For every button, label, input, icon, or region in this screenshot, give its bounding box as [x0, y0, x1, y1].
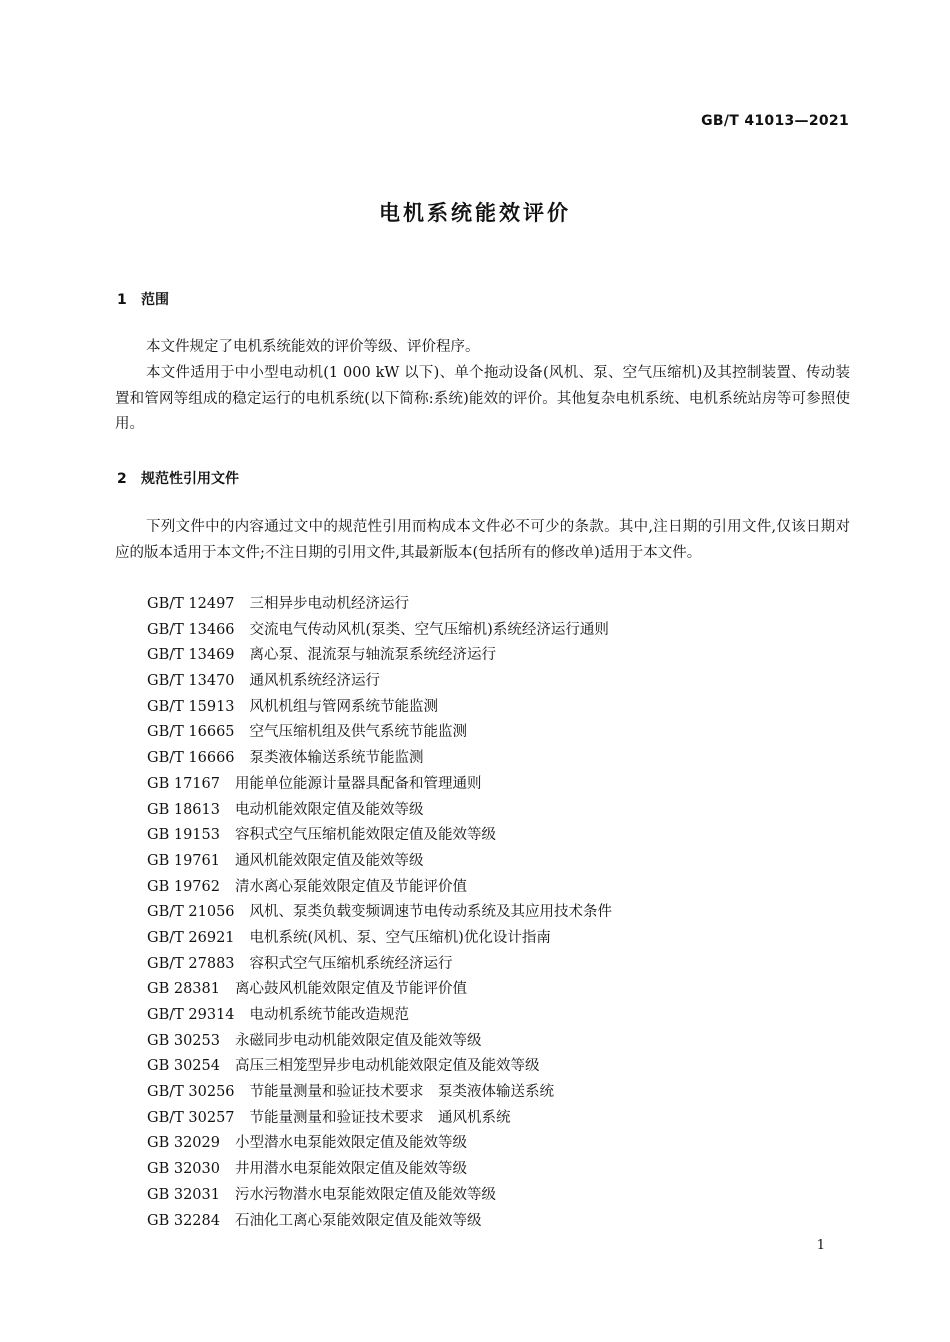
section-1-paragraph-1: 本文件规定了电机系统能效的评价等级、评价程序。 [146, 339, 480, 355]
reference-item [147, 1131, 612, 1157]
reference-title: 石油化工离心泵能效限定值及能效等级 [234, 1212, 482, 1229]
reference-code: GB/T 13469 [147, 647, 235, 664]
reference-item [147, 1029, 612, 1055]
reference-title: 节能量测量和验证技术要求 通风机系统 [249, 1109, 511, 1126]
reference-code: GB 18613 [147, 801, 220, 818]
reference-code: GB 30254 [147, 1058, 220, 1075]
reference-title: 用能单位能源计量器具配备和管理通则 [234, 775, 482, 792]
section-2-heading [117, 468, 239, 488]
reference-title: 通风机能效限定值及能效等级 [234, 852, 424, 869]
standard-code: GB/T 41013—2021 [701, 113, 849, 129]
reference-code: GB/T 30257 [147, 1109, 235, 1126]
reference-title: 空气压缩机组及供气系统节能监测 [249, 724, 468, 741]
reference-item [147, 669, 612, 695]
reference-title: 泵类液体输送系统节能监测 [249, 750, 424, 767]
reference-title: 永磁同步电动机能效限定值及能效等级 [234, 1032, 482, 1049]
reference-code: GB 32029 [147, 1135, 220, 1152]
reference-title: 三相异步电动机经济运行 [249, 596, 410, 612]
reference-code: GB/T 27883 [147, 955, 235, 972]
reference-item [147, 1054, 612, 1080]
reference-code: GB 32031 [147, 1186, 220, 1203]
reference-item [147, 875, 612, 901]
reference-code: GB 32284 [147, 1212, 220, 1229]
reference-code: GB/T 16665 [147, 724, 235, 741]
reference-code: GB/T 26921 [147, 929, 235, 946]
reference-item [147, 823, 612, 849]
reference-item [147, 952, 612, 978]
reference-title: 容积式空气压缩机能效限定值及能效等级 [234, 827, 496, 844]
reference-title: 风机、泵类负载变频调速节电传动系统及其应用技术条件 [249, 904, 613, 921]
reference-title: 电动机能效限定值及能效等级 [234, 801, 424, 818]
reference-code: GB/T 21056 [147, 904, 235, 921]
reference-title: 高压三相笼型异步电动机能效限定值及能效等级 [234, 1058, 540, 1075]
reference-code: GB 19761 [147, 852, 220, 869]
reference-title: 容积式空气压缩机系统经济运行 [249, 955, 453, 972]
reference-item [147, 772, 612, 798]
reference-title: 通风机系统经济运行 [249, 673, 381, 690]
reference-item [147, 618, 612, 644]
reference-item [147, 1003, 612, 1029]
reference-item [147, 695, 612, 721]
page-number: 1 [816, 1238, 825, 1253]
reference-code: GB 19762 [147, 878, 220, 895]
reference-code: GB 19153 [147, 827, 220, 844]
section-title: 范围 [141, 292, 169, 308]
reference-item [147, 900, 612, 926]
reference-item [147, 592, 612, 618]
reference-code: GB/T 16666 [147, 750, 235, 767]
reference-code: GB/T 15913 [147, 698, 235, 715]
reference-item [147, 720, 612, 746]
reference-code: GB/T 30256 [147, 1084, 235, 1101]
reference-item [147, 1106, 612, 1132]
reference-item [147, 1157, 612, 1183]
reference-code: GB/T 29314 [147, 1007, 235, 1023]
section-number: 1 [117, 292, 127, 308]
reference-title: 清水离心泵能效限定值及节能评价值 [234, 878, 467, 895]
reference-title: 离心鼓风机能效限定值及节能评价值 [234, 981, 467, 998]
reference-title: 电机系统(风机、泵、空气压缩机)优化设计指南 [249, 929, 551, 946]
reference-item [147, 798, 612, 824]
reference-item [147, 1183, 612, 1209]
reference-item [147, 1080, 612, 1106]
section-number: 2 [117, 471, 127, 487]
reference-item [147, 926, 612, 952]
reference-code: GB 32030 [147, 1161, 220, 1178]
reference-title: 离心泵、混流泵与轴流泵系统经济运行 [249, 647, 497, 664]
reference-item [147, 1209, 612, 1235]
reference-code: GB/T 12497 [147, 596, 235, 612]
reference-item [147, 849, 612, 875]
reference-item [147, 746, 612, 772]
normative-references-list [147, 592, 612, 1234]
reference-code: GB/T 13470 [147, 673, 235, 690]
reference-code: GB 17167 [147, 775, 220, 792]
reference-item [147, 977, 612, 1003]
reference-title: 风机机组与管网系统节能监测 [249, 698, 439, 715]
section-1-paragraph-2: 本文件适用于中小型电动机(1 000 kW 以下)、单个拖动设备(风机、泵、空气压缩机)及其控制装置、传动装置和管网等组成的稳定运行的电机系统(以下简称:系统)能效的评价。其他复杂电机系统、电机系统站房等可参照使用。 [115, 365, 850, 432]
section-1-heading [117, 289, 169, 309]
reference-title: 电动机系统节能改造规范 [249, 1007, 410, 1023]
section-2-paragraph-1: 下列文件中的内容通过文中的规范性引用而构成本文件必不可少的条款。其中,注日期的引用文件,仅该日期对应的版本适用于本文件;不注日期的引用文件,其最新版本(包括所有的修改单)适用于本文件。 [115, 519, 850, 561]
reference-title: 小型潜水电泵能效限定值及能效等级 [234, 1135, 467, 1152]
reference-item [147, 643, 612, 669]
reference-title: 污水污物潜水电泵能效限定值及能效等级 [234, 1186, 496, 1203]
reference-title: 井用潜水电泵能效限定值及能效等级 [234, 1161, 467, 1178]
reference-title: 交流电气传动风机(泵类、空气压缩机)系统经济运行通则 [249, 621, 609, 638]
reference-title: 节能量测量和验证技术要求 泵类液体输送系统 [249, 1084, 555, 1101]
reference-code: GB/T 13466 [147, 621, 235, 638]
reference-code: GB 28381 [147, 981, 220, 998]
document-title: 电机系统能效评价 [379, 201, 571, 225]
section-title: 规范性引用文件 [141, 471, 239, 487]
reference-code: GB 30253 [147, 1032, 220, 1049]
